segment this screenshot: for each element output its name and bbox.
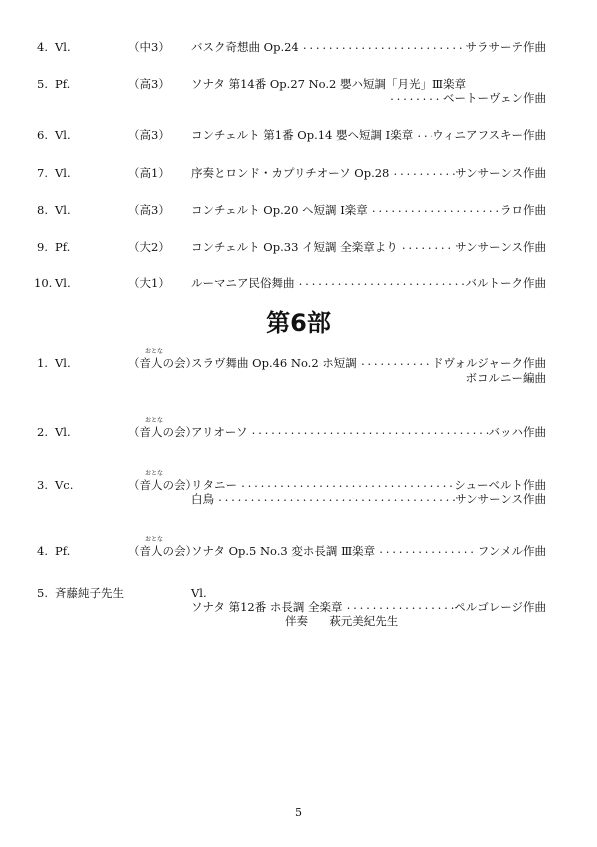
section-title: 第6部: [266, 309, 331, 337]
item-number: 8.: [37, 203, 48, 217]
piece-title: ソナタ 第14番 Op.27 No.2 嬰ハ短調「月光」Ⅲ楽章: [191, 77, 467, 91]
piece-title: バスク奇想曲 Op.24: [191, 40, 299, 54]
instrument: Pf.: [55, 240, 71, 254]
item-number: 1.: [37, 356, 48, 370]
composer: サンサーンス作曲: [455, 166, 546, 180]
grade: （高3）: [128, 203, 170, 217]
ruby-reading: おとな: [145, 348, 164, 355]
grade: （大1）: [128, 276, 170, 290]
piece-title: ソナタ 第12番 ホ長調 全楽章: [191, 600, 343, 614]
page-number: 5: [295, 806, 302, 819]
instrument: Vl.: [55, 166, 71, 180]
leader-dots: [214, 492, 455, 508]
item-number: 5.: [37, 77, 48, 91]
piece-title: ソナタ Op.5 No.3 変ホ長調 Ⅲ楽章: [191, 544, 376, 558]
grade: （高3）: [128, 128, 170, 142]
composer: サンサーンス作曲: [455, 492, 546, 506]
instrument: Pf.: [55, 77, 71, 91]
ruby-reading: おとな: [145, 536, 164, 543]
instrument: Vc.: [55, 478, 74, 492]
composer: シューベルト作曲: [454, 478, 546, 492]
leader-dots: [247, 425, 488, 441]
instrument: Vl.: [55, 40, 71, 54]
leader-dots: [368, 203, 500, 219]
item-number: 4.: [37, 40, 48, 54]
piece-title: コンチェルト 第1番 Op.14 嬰ヘ短調 Ⅰ楽章: [191, 128, 414, 142]
composer: サラサーテ作曲: [465, 40, 546, 54]
grade: （音人の会）: [128, 544, 197, 558]
leader-dots: [398, 240, 455, 256]
composer: ペルゴレージ作曲: [454, 600, 546, 614]
item-number: 2.: [37, 425, 48, 439]
item-number: 6.: [37, 128, 48, 142]
composer: サンサーンス作曲: [455, 240, 546, 254]
leader-dots: [357, 356, 432, 372]
leader-dots: [375, 544, 478, 560]
piece-title: コンチェルト Op.33 イ短調 全楽章より: [191, 240, 398, 254]
composer: バッハ作曲: [488, 425, 546, 439]
grade: （大2）: [128, 240, 170, 254]
ruby-reading: おとな: [145, 470, 164, 477]
leader-dots: [295, 276, 466, 292]
instrument: Vl.: [55, 356, 71, 370]
composer: ウィニアフスキー作曲: [432, 128, 546, 142]
composer: ベートーヴェン作曲: [442, 91, 546, 105]
instrument: Pf.: [55, 544, 71, 558]
item-number: 5.: [37, 586, 48, 600]
piece-title: ルーマニア民俗舞曲: [191, 276, 295, 290]
item-number: 9.: [37, 240, 48, 254]
instrument: Vl.: [55, 128, 71, 142]
composer: ドヴォルジャーク作曲: [431, 356, 546, 370]
accompanist-name: 萩元美紀先生: [329, 614, 399, 628]
instrument: Vl.: [55, 425, 71, 439]
item-number: 4.: [37, 544, 48, 558]
piece-title: 序奏とロンド・カプリチオーソ Op.28: [191, 166, 390, 180]
grade: （音人の会）: [128, 478, 197, 492]
grade: （音人の会）: [128, 425, 197, 439]
grade: （高1）: [128, 166, 170, 180]
arranger: ボコルニー編曲: [465, 371, 546, 385]
piece-title: 白鳥: [191, 492, 214, 506]
grade: （高3）: [128, 77, 170, 91]
item-number: 3.: [37, 478, 48, 492]
leader-dots: [386, 91, 443, 107]
composer: ラロ作曲: [500, 203, 546, 217]
composer: バルトーク作曲: [465, 276, 546, 290]
leader-dots: [299, 40, 466, 56]
leader-dots: [389, 166, 455, 182]
item-number: 7.: [37, 166, 48, 180]
accompaniment-label: 伴奏: [285, 614, 308, 628]
piece-title: リタニー: [191, 478, 237, 492]
leader-dots: [413, 128, 432, 144]
item-number: 10.: [34, 276, 53, 290]
instrument: Vl.: [191, 586, 207, 600]
piece-title: コンチェルト Op.20 ヘ短調 Ⅰ楽章: [191, 203, 368, 217]
instrument: Vl.: [55, 276, 71, 290]
performer-name: 斉藤純子先生: [55, 586, 124, 600]
grade: （中3）: [128, 40, 170, 54]
ruby-reading: おとな: [145, 417, 164, 424]
piece-title: スラヴ舞曲 Op.46 No.2 ホ短調: [191, 356, 357, 370]
grade: （音人の会）: [128, 356, 197, 370]
composer: フンメル作曲: [477, 544, 546, 558]
piece-title: アリオーソ: [191, 425, 248, 439]
instrument: Vl.: [55, 203, 71, 217]
